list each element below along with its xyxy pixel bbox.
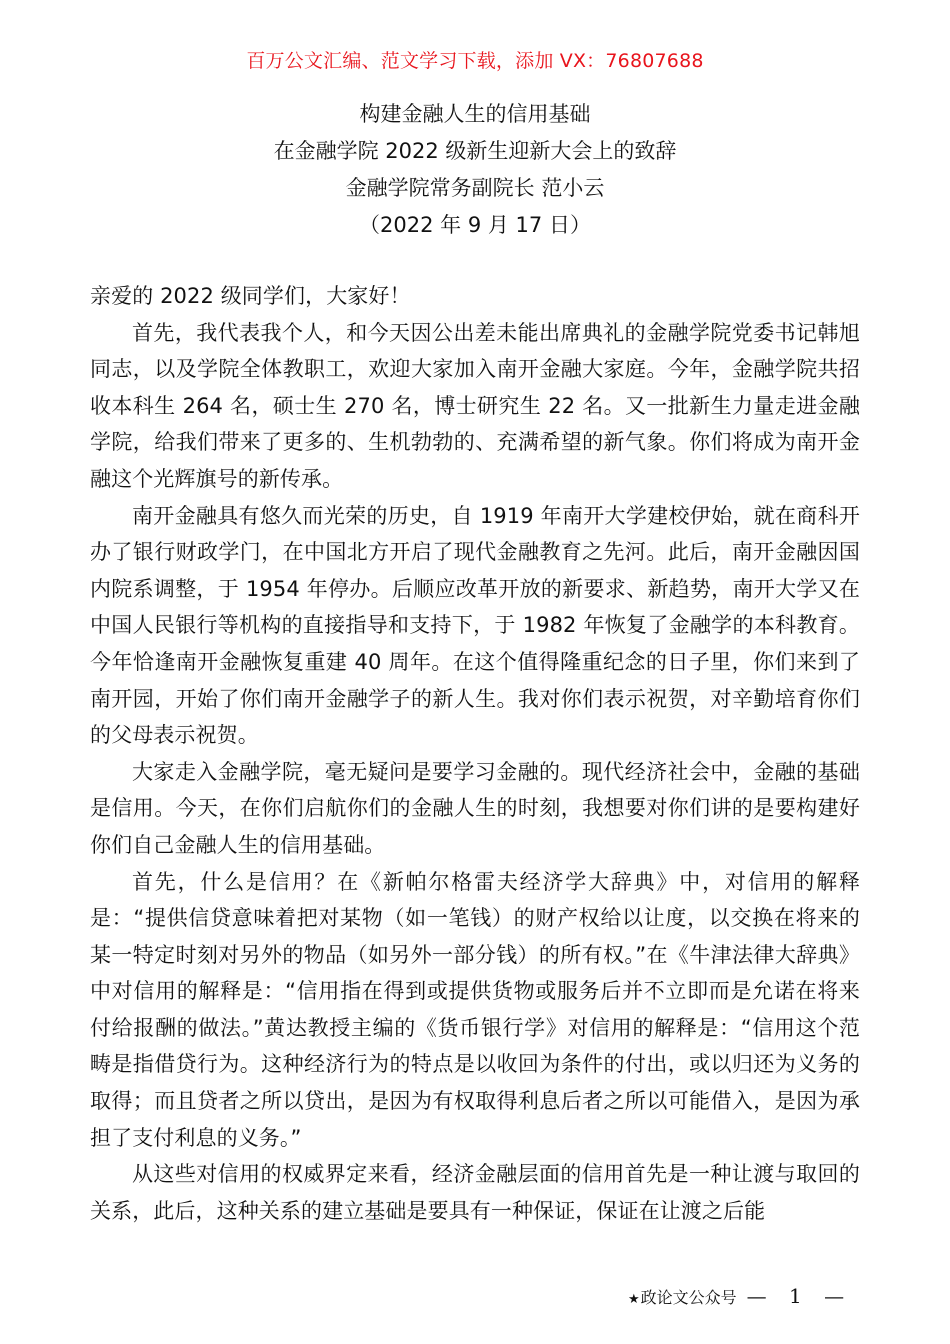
paragraph-credit-definition: 首先，什么是信用？在《新帕尔格雷夫经济学大辞典》中，对信用的解释是：“提供信贷意味着把对某物（如一笔钱）的财产权给以让度，以交换在将来的某一特定时刻对另外的物品（如另外一部分钱）的所有权。”在《牛津法律大辞典》中对信用的解释是：“信用指在得到或提供货物或服务后并不立即而是允诺在将来付给报酬的做法。”黄达教授主编的《货币银行学》对信用的解释是：“信用这个范畴是指借贷行为。这种经济行为的特点是以收回为条件的付出，或以归还为义务的取得；而且贷者之所以贷出，是因为有权取得利息后者之所以可能借入，是因为承担了支付利息的义务。” (90, 869, 860, 1150)
document-title: 构建金融人生的信用基础 (359, 102, 591, 126)
page-footer (628, 1284, 852, 1308)
star-icon: ★ (628, 1292, 640, 1307)
document-date: （2022 年 9 月 17 日） (359, 213, 591, 237)
footer-source: 政论文公众号 (640, 1288, 737, 1307)
greeting: 亲爱的 2022 级同学们，大家好！ (90, 284, 411, 308)
document-body (90, 278, 860, 1229)
page-number: — 1 — (746, 1284, 853, 1308)
paragraph-credit-analysis: 从这些对信用的权威界定来看，经济金融层面的信用首先是一种让渡与取回的关系，此后，这种关系的建立基础是要具有一种保证，保证在让渡之后能 (90, 1162, 860, 1223)
paragraph-history: 南开金融具有悠久而光荣的历史，自 1919 年南开大学建校伊始，就在商科开办了银行财政学门，在中国北方开启了现代金融教育之先河。此后，南开金融因国内院系调整，于 1954 年停办。后顺应改革开放的新要求、新趋势，南开大学又在中国人民银行等机构的直接指导和支持下，于 1982 年恢复了金融学的本科教育。今年恰逢南开金融恢复重建 40 周年。在这个值得隆重纪念的日子里，你们来到了南开园，开始了你们南开金融学子的新人生。我对你们表示祝贺，对辛勤培育你们的父母表示祝贺。 (90, 503, 860, 748)
watermark-banner: 百万公文汇编、范文学习下载，添加 VX：76807688 (246, 50, 704, 72)
paragraph-credit-foundation: 大家走入金融学院，毫无疑问是要学习金融的。现代经济社会中，金融的基础是信用。今天，在你们启航你们的金融人生的时刻，我想要对你们讲的是要构建好你们自己金融人生的信用基础。 (90, 759, 860, 857)
document-subtitle: 在金融学院 2022 级新生迎新大会上的致辞 (273, 139, 677, 163)
paragraph-welcome: 首先，我代表我个人，和今天因公出差未能出席典礼的金融学院党委书记韩旭同志，以及学院全体教职工，欢迎大家加入南开金融大家庭。今年，金融学院共招收本科生 264 名，硕士生 270 名，博士研究生 22 名。又一批新生力量走进金融学院，给我们带来了更多的、生机勃勃的、充满希望的新气象。你们将成为南开金融这个光辉旗号的新传承。 (90, 320, 860, 491)
document-header (0, 96, 950, 244)
document-author: 金融学院常务副院长 范小云 (345, 176, 605, 200)
